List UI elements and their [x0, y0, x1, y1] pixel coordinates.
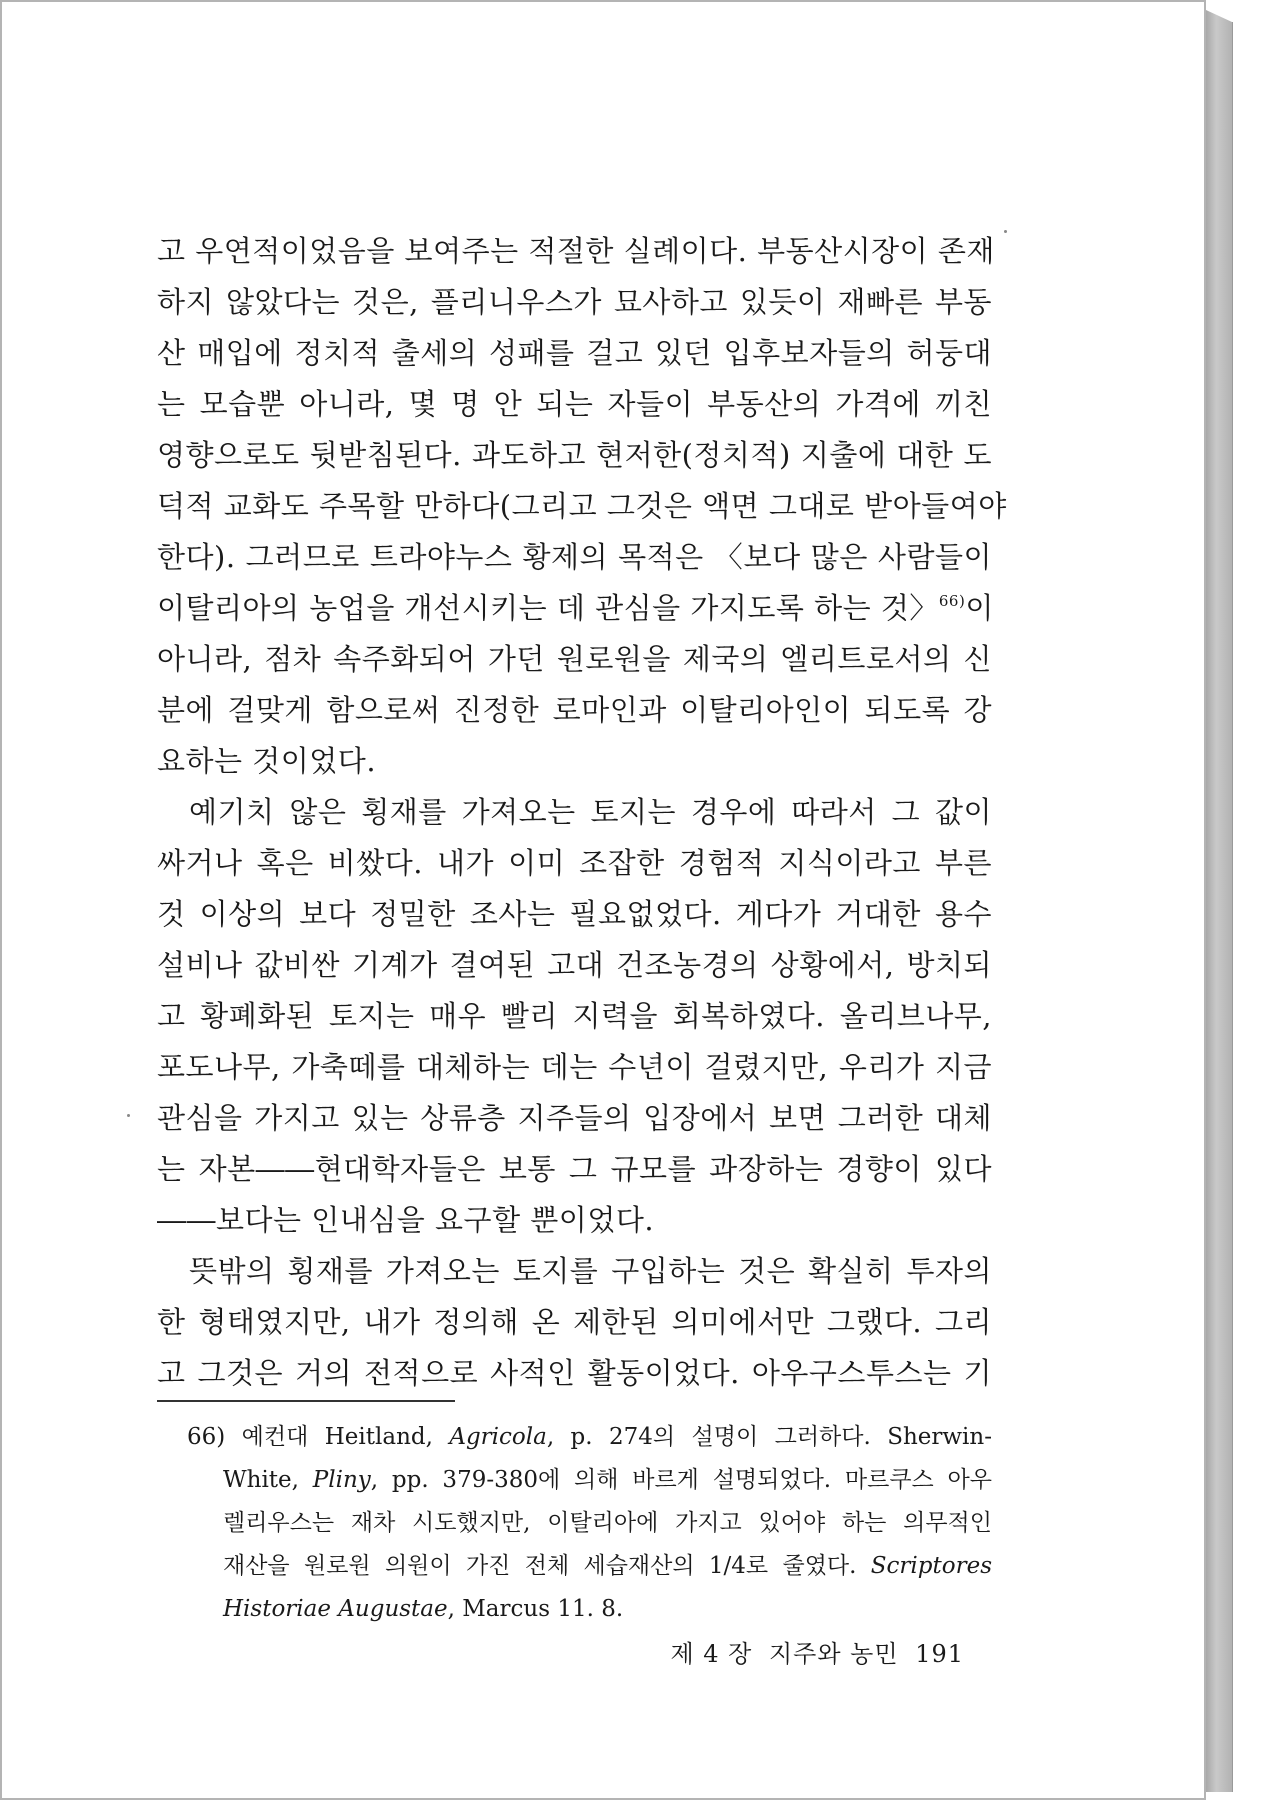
body-line: 영향으로도 뒷받침된다. 과도하고 현저한(정치적) 지출에 대한 도 — [157, 438, 992, 472]
body-line: 분에 걸맞게 함으로써 진정한 로마인과 이탈리아인이 되도록 강 — [157, 693, 992, 727]
footnote-title: Pliny — [312, 1467, 371, 1493]
footnote-line — [187, 1459, 992, 1502]
scan-speck — [1004, 230, 1007, 233]
page-edge-line — [1232, 22, 1233, 1792]
chapter-title: 지주와 농민 — [768, 1640, 899, 1668]
footnote-66 — [187, 1416, 992, 1631]
footnote-text: 재산을 원로원 의원이 가진 전체 세습재산의 1/4로 줄였다. — [223, 1553, 857, 1579]
body-line-text: 이탈리아의 농업을 개선시키는 데 관심을 가지도록 하는 것〉 — [157, 591, 939, 625]
body-line: 설비나 값비싼 기계가 결여된 고대 건조농경의 상황에서, 방치되 — [157, 948, 992, 982]
scan-speck — [127, 1114, 130, 1117]
footnote-line — [187, 1416, 992, 1459]
body-line: 관심을 가지고 있는 상류층 지주들의 입장에서 보면 그러한 대체 — [157, 1101, 992, 1135]
footnote-title: Agricola — [449, 1424, 547, 1450]
footnote-text: , Marcus 11. 8. — [447, 1596, 624, 1622]
body-line: 고 황폐화된 토지는 매우 빨리 지력을 회복하였다. 올리브나무, — [157, 999, 992, 1033]
body-line: 고 우연적이었음을 보여주는 적절한 실례이다. 부동산시장이 존재 — [157, 234, 995, 268]
body-line: 하지 않았다는 것은, 플리니우스가 묘사하고 있듯이 재빠른 부동 — [157, 285, 992, 319]
footnote-title: Historiae Augustae — [223, 1596, 448, 1622]
body-line: 한다). 그러므로 트라야누스 황제의 목적은 〈보다 많은 사람들이 — [157, 540, 992, 574]
body-line: 는 자본――현대학자들은 보통 그 규모를 과장하는 경향이 있다 — [157, 1152, 992, 1186]
body-line: 한 형태였지만, 내가 정의해 온 제한된 의미에서만 그랬다. 그리 — [157, 1305, 992, 1339]
footnote-line — [187, 1588, 992, 1631]
footnote-line: 렐리우스는 재차 시도했지만, 이탈리아에 가지고 있어야 하는 의무적인 — [223, 1510, 992, 1536]
body-line: 는 모습뿐 아니라, 몇 명 안 되는 자들이 부동산의 가격에 끼친 — [157, 387, 992, 421]
chapter-label: 제 4 장 — [670, 1640, 753, 1668]
body-line-with-footnote — [157, 583, 992, 634]
footnote-text: , p. 274의 설명이 그러하다. Sherwin- — [546, 1424, 992, 1450]
body-line: 것 이상의 보다 정밀한 조사는 필요없었다. 게다가 거대한 용수 — [157, 897, 992, 931]
body-line: 산 매입에 정치적 출세의 성패를 걸고 있던 입후보자들의 허둥대 — [157, 336, 992, 370]
footnote-divider — [157, 1400, 455, 1402]
body-line: ――보다는 인내심을 요구할 뿐이었다. — [157, 1203, 655, 1237]
body-text — [157, 226, 1007, 1399]
page-number: 191 — [915, 1640, 964, 1668]
footnote-text: , pp. 379-380에 의해 바르게 설명되었다. 마르쿠스 아우 — [370, 1467, 992, 1493]
footnote-text: 예컨대 Heitland, — [241, 1424, 433, 1450]
body-line: 싸거나 혹은 비쌌다. 내가 이미 조잡한 경험적 지식이라고 부른 — [157, 846, 992, 880]
body-line-tail: 이 — [965, 591, 994, 625]
body-line: 뜻밖의 횡재를 가져오는 토지를 구입하는 것은 확실히 투자의 — [189, 1254, 992, 1288]
body-line: 요하는 것이었다. — [157, 744, 377, 778]
footnote-title: Scriptores — [870, 1553, 992, 1579]
footnote-text: White, — [223, 1467, 299, 1493]
body-line: 예기치 않은 횡재를 가져오는 토지는 경우에 따라서 그 값이 — [189, 795, 992, 829]
body-line: 포도나무, 가축떼를 대체하는 데는 수년이 걸렸지만, 우리가 지금 — [157, 1050, 992, 1084]
body-line: 아니라, 점차 속주화되어 가던 원로원을 제국의 엘리트로서의 신 — [157, 642, 992, 676]
running-footer — [662, 1634, 964, 1669]
footnote-reference: 66) — [938, 592, 966, 610]
body-line: 고 그것은 거의 전적으로 사적인 활동이었다. 아우구스투스는 기 — [157, 1356, 992, 1390]
footnote-number: 66) — [187, 1424, 226, 1450]
page-edge-shadow — [1206, 10, 1232, 1792]
body-line: 덕적 교화도 주목할 만하다(그리고 그것은 액면 그대로 받아들여야 — [157, 489, 1007, 523]
footnote-line — [187, 1545, 992, 1588]
